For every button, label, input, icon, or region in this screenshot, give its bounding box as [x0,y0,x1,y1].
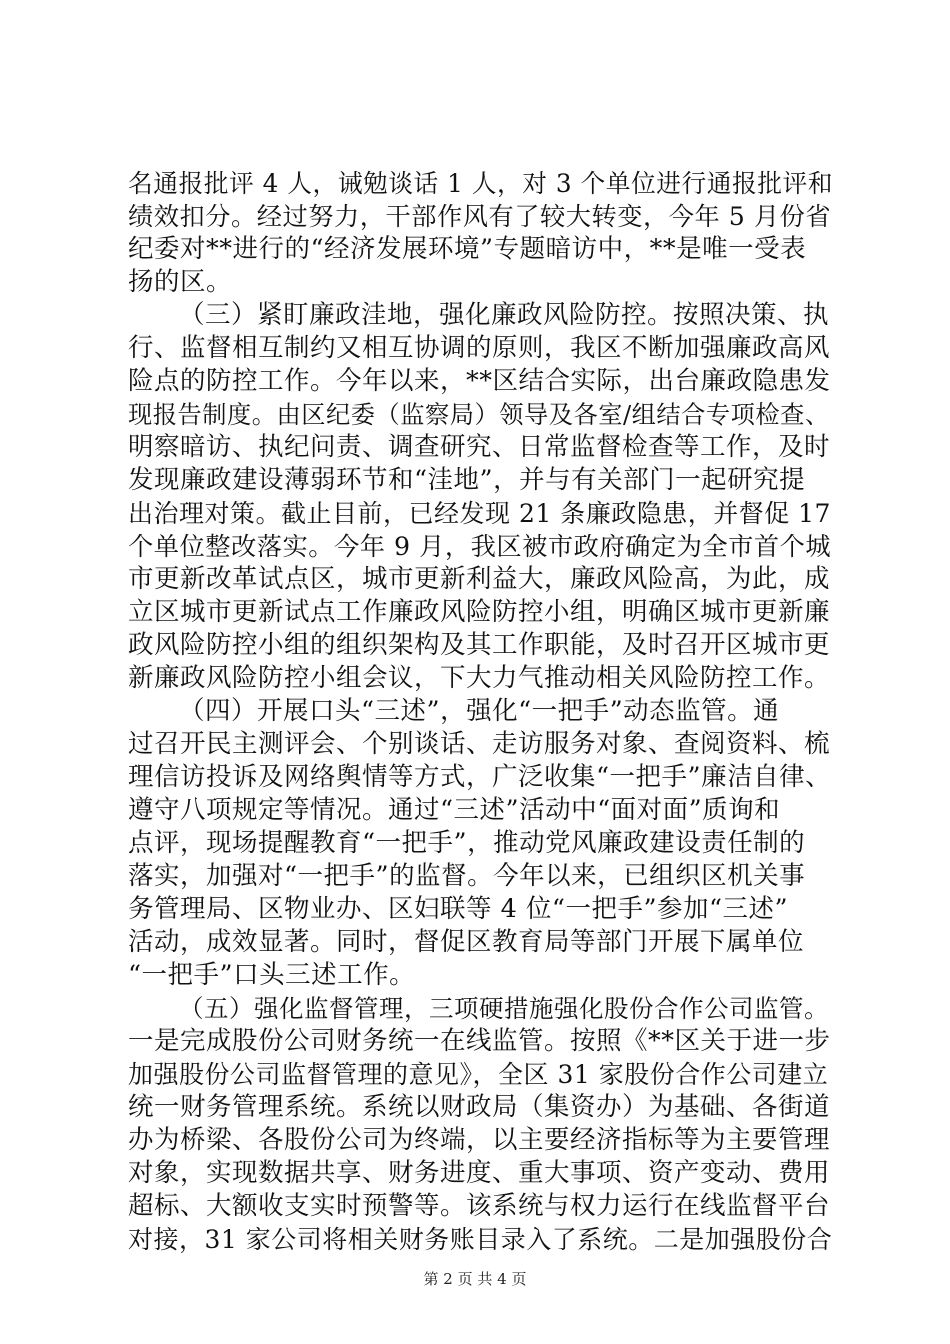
text-line: 落实，加强对“一把手”的监督。今年以来，已组织区机关事 [128,861,806,891]
text-line: 现报告制度。由区纪委（监察局）领导及各室/组结合专项检查、 [128,400,830,429]
text-line: 活动，成效显著。同时，督促区教育局等部门开展下属单位 [128,927,805,957]
text-line: 统一财务管理系统。系统以财政局（集资办）为基础、各街道 [128,1092,831,1122]
text-line: 理信访投诉及网络舆情等方式，广泛收集“一把手”廉洁自律、 [128,762,832,792]
text-line: “一把手”口头三述工作。 [128,960,416,990]
paragraph-start-line: （三）紧盯廉政洼地，强化廉政风险防控。按照决策、执 [179,300,830,330]
text-line: 发现廉政建设薄弱环节和“洼地”，并与有关部门一起研究提 [128,465,806,495]
text-line: 扬的区。 [128,267,233,297]
text-line: 名通报批评 4 人，诫勉谈话 1 人，对 3 个单位进行通报批评和 [128,169,833,198]
text-line: 办为桥梁、各股份公司为终端，以主要经济指标等为主要管理 [128,1125,831,1155]
paragraph-start-line: （四）开展口头“三述”，强化“一把手”动态监管。通 [179,696,780,726]
text-line: 明察暗访、执纪问责、调查研究、日常监督检查等工作，及时 [128,432,831,462]
text-line: 行、监督相互制约又相互协调的原则，我区不断加强廉政高风 [128,333,831,363]
text-line: 加强股份公司监督管理的意见》，全区 31 家股份合作公司建立 [128,1060,829,1089]
text-line: 遵守八项规定等情况。通过“三述”活动中“面对面”质询和 [128,795,781,825]
text-line: 市更新改革试点区，城市更新利益大，廉政风险高，为此，成 [128,564,831,594]
text-line: 险点的防控工作。今年以来，**区结合实际，出台廉政隐患发 [128,366,831,396]
text-line: 过召开民主测评会、个别谈话、走访服务对象、查阅资料、梳 [128,729,831,759]
text-line: 务管理局、区物业办、区妇联等 4 位“一把手”参加“三述” [128,894,789,924]
text-line: 对象，实现数据共享、财务进度、重大事项、资产变动、费用 [128,1158,831,1188]
text-line: 超标、大额收支实时预警等。该系统与权力运行在线监督平台 [128,1191,831,1221]
text-line: 一是完成股份公司财务统一在线监管。按照《**区关于进一步 [128,1026,831,1056]
paragraph-start-line: （五）强化监督管理，三项硬措施强化股份合作公司监管。 [179,994,829,1023]
text-line: 立区城市更新试点工作廉政风险防控小组，明确区城市更新廉 [128,597,831,627]
text-line: 政风险防控小组的组织架构及其工作职能，及时召开区城市更 [128,630,831,660]
text-line: 新廉政风险防控小组会议，下大力气推动相关风险防控工作。 [128,663,831,693]
text-line: 绩效扣分。经过努力，干部作风有了较大转变，今年 5 月份省 [128,202,832,231]
text-line: 出治理对策。截止目前，已经发现 21 条廉政隐患，并督促 17 [128,499,831,528]
text-line: 纪委对**进行的“经济发展环境”专题暗访中，**是唯一受表 [128,234,807,264]
text-line: 点评，现场提醒教育“一把手”，推动党风廉政建设责任制的 [128,828,806,858]
page-number-footer: 第 2 页 共 4 页 [423,1270,527,1288]
text-line: 个单位整改落实。今年 9 月，我区被市政府确定为全市首个城 [128,532,832,561]
text-line: 对接，31 家公司将相关财务账目录入了系统。二是加强股份合 [128,1225,833,1254]
